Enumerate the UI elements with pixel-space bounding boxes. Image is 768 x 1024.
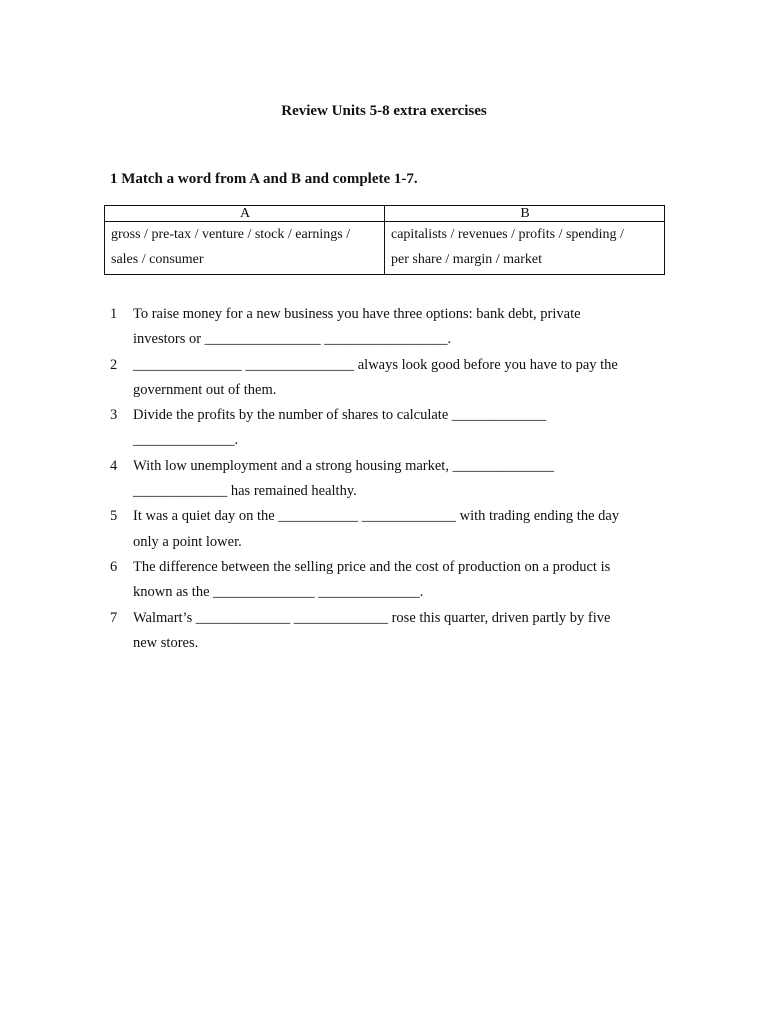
question-number: 4 xyxy=(110,457,118,474)
question-line: ______________. xyxy=(133,432,239,449)
table-header-row xyxy=(105,206,665,222)
question-line: It was a quiet day on the ___________ _____________ with trading ending the day xyxy=(133,508,620,525)
question-number: 6 xyxy=(110,558,118,575)
question-line: new stores. xyxy=(133,634,199,651)
question-line: investors or ________________ _________________. xyxy=(133,331,452,348)
question-number: 1 xyxy=(110,306,118,322)
question-line: With low unemployment and a strong housing market, ______________ xyxy=(133,457,555,474)
cell-a-line-1: gross / pre-tax / venture / stock / earnings / xyxy=(111,227,351,242)
table-header-a: A xyxy=(105,206,385,222)
question-item xyxy=(110,403,670,454)
table-cell-a xyxy=(105,222,385,275)
question-line: known as the ______________ ______________. xyxy=(133,584,424,601)
question-line: Walmart’s _____________ _____________ rose this quarter, driven partly by five xyxy=(133,609,611,626)
question-item xyxy=(110,454,670,505)
word-table xyxy=(104,205,665,275)
question-line: only a point lower. xyxy=(133,533,242,550)
table-row xyxy=(105,222,665,275)
question-list xyxy=(110,302,670,656)
cell-b-line-1: capitalists / revenues / profits / spending / xyxy=(391,227,624,242)
question-item xyxy=(110,606,670,657)
cell-a-line-2: sales / consumer xyxy=(111,252,204,267)
question-number: 5 xyxy=(110,508,118,525)
question-number: 7 xyxy=(110,609,118,626)
question-number: 2 xyxy=(110,356,118,373)
question-line: _____________ has remained healthy. xyxy=(133,483,357,500)
question-number: 3 xyxy=(110,407,118,424)
table-cell-b xyxy=(385,222,665,275)
page-title: Review Units 5-8 extra exercises xyxy=(281,103,487,119)
question-line: Divide the profits by the number of shares to calculate _____________ xyxy=(133,407,547,424)
question-line: The difference between the selling price and the cost of production on a product is xyxy=(133,558,611,575)
question-line: government out of them. xyxy=(133,381,277,398)
question-item xyxy=(110,302,670,353)
question-line: _______________ _______________ always look good before you have to pay the xyxy=(133,356,618,373)
exercise-instruction: 1 Match a word from A and B and complete 1-7. xyxy=(110,171,418,187)
question-item xyxy=(110,504,670,555)
question-line: To raise money for a new business you have three options: bank debt, private xyxy=(133,306,581,322)
question-item xyxy=(110,353,670,404)
cell-b-line-2: per share / margin / market xyxy=(391,252,542,267)
table-header-b: B xyxy=(385,206,665,222)
question-item xyxy=(110,555,670,606)
